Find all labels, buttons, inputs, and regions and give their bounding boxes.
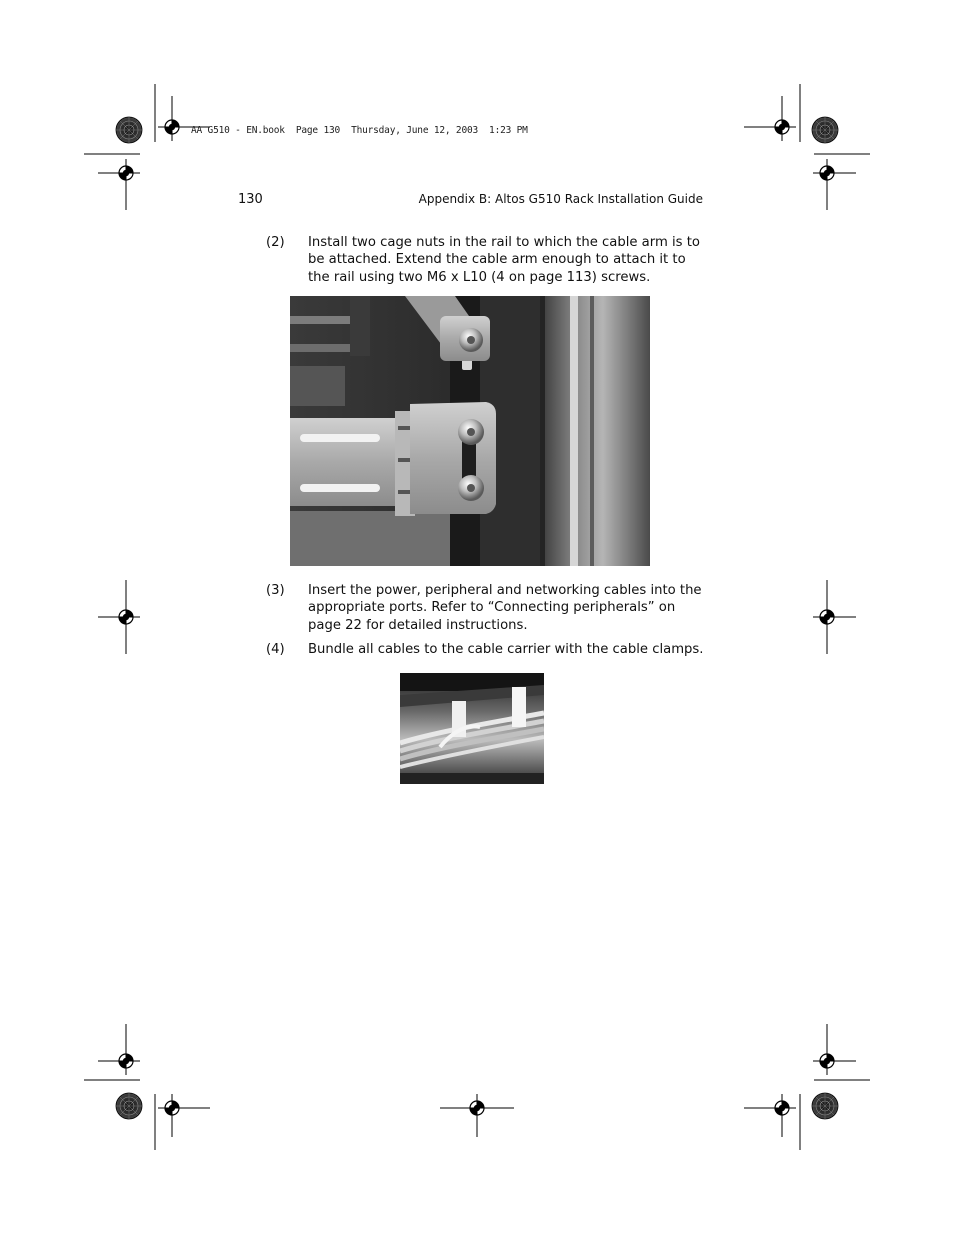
step-item: [266, 641, 706, 658]
step-number: (4): [266, 642, 285, 657]
cable-clamps-photo: [400, 673, 544, 784]
step-text: Install two cage nuts in the rail to which the cable arm is to be attached. Extend the cable arm enough to attach it to the rail using two M6 x L10 (4 on page 113) screws.: [308, 235, 700, 285]
step-text: Bundle all cables to the cable carrier with the cable clamps.: [308, 642, 704, 657]
file-slug: AA G510 - EN.book Page 130 Thursday, June 12, 2003 1:23 PM: [191, 125, 528, 136]
cable-arm-bracket-photo: [290, 296, 650, 566]
step-text: Insert the power, peripheral and networking cables into the appropriate ports. Refer to “Connecting peripherals” on page 22 for detailed instructions.: [308, 583, 702, 633]
running-header: Appendix B: Altos G510 Rack Installation Guide: [418, 192, 703, 206]
step-item: [266, 582, 706, 634]
page-number: 130: [238, 192, 263, 207]
step-number: (3): [266, 583, 285, 598]
step-item: [266, 234, 706, 286]
step-number: (2): [266, 235, 285, 250]
